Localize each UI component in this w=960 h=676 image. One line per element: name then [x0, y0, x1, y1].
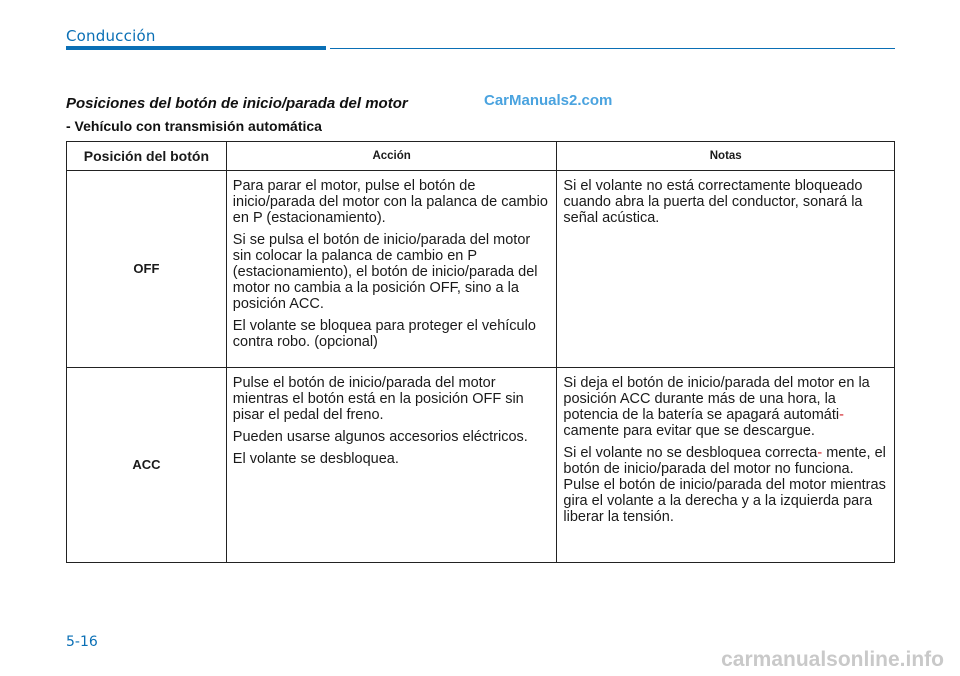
action-text: Pueden usarse algunos accesorios eléctricos. [232, 429, 528, 445]
page-number: 5-16 [66, 634, 98, 650]
hyphen-mark: - [817, 445, 823, 461]
notes-cell [557, 171, 895, 368]
document-heading: Posiciones del botón de inicio/parada del motor [66, 95, 408, 112]
notes-cell [557, 368, 895, 563]
col-header-action: Acción [226, 142, 557, 171]
action-text: El volante se desbloquea. [232, 451, 399, 467]
watermark-top: CarManuals2.com [484, 92, 613, 109]
subheading: - Vehículo con transmisión automática [66, 118, 322, 134]
header-rule-thin [330, 48, 895, 49]
action-cell [226, 171, 557, 368]
col-header-notes: Notas [557, 142, 895, 171]
action-text: Si se pulsa el botón de inicio/parada del motor sin colocar la palanca de cambio en P (estacionamiento), el botón de inicio/parada del motor no cambia a la posición OFF, sino a la posición ACC. [232, 232, 538, 312]
notes-fragment: mente, el botón de inicio/parada del motor no funciona. Pulse el botón de inicio/parada del motor mientras gira el volante a la derecha y a la izquierda para liberar la tensión. [563, 445, 886, 525]
col-header-position: Posición del botón [67, 142, 227, 171]
table-row [67, 368, 895, 563]
position-cell: ACC [67, 368, 227, 563]
positions-table [66, 141, 895, 563]
table-header-row [67, 142, 895, 171]
position-cell: OFF [67, 171, 227, 368]
section-title: Conducción [66, 27, 156, 45]
notes-fragment: Si deja el botón de inicio/parada del motor en la posición ACC durante más de una hora, la potencia de la batería se apagará automáti [563, 375, 870, 423]
notes-text [563, 445, 888, 525]
action-text: Pulse el botón de inicio/parada del motor mientras el botón está en la posición OFF sin pisar el pedal del freno. [232, 375, 524, 423]
notes-fragment: Si el volante no se desbloquea correcta [563, 445, 818, 461]
action-text: El volante se bloquea para proteger el vehículo contra robo. (opcional) [232, 318, 536, 350]
table-row [67, 171, 895, 368]
notes-text [563, 375, 888, 439]
notes-fragment: camente para evitar que se descargue. [563, 423, 815, 439]
hyphen-mark: - [839, 407, 844, 423]
notes-text: Si el volante no está correctamente bloqueado cuando abra la puerta del conductor, sonará la señal acústica. [563, 178, 863, 226]
action-cell [226, 368, 557, 563]
header-rule-thick [66, 46, 326, 50]
watermark-bottom: carmanualsonline.info [721, 648, 944, 671]
action-text: Para parar el motor, pulse el botón de inicio/parada del motor con la palanca de cambio en P (estacionamiento). [232, 178, 548, 226]
